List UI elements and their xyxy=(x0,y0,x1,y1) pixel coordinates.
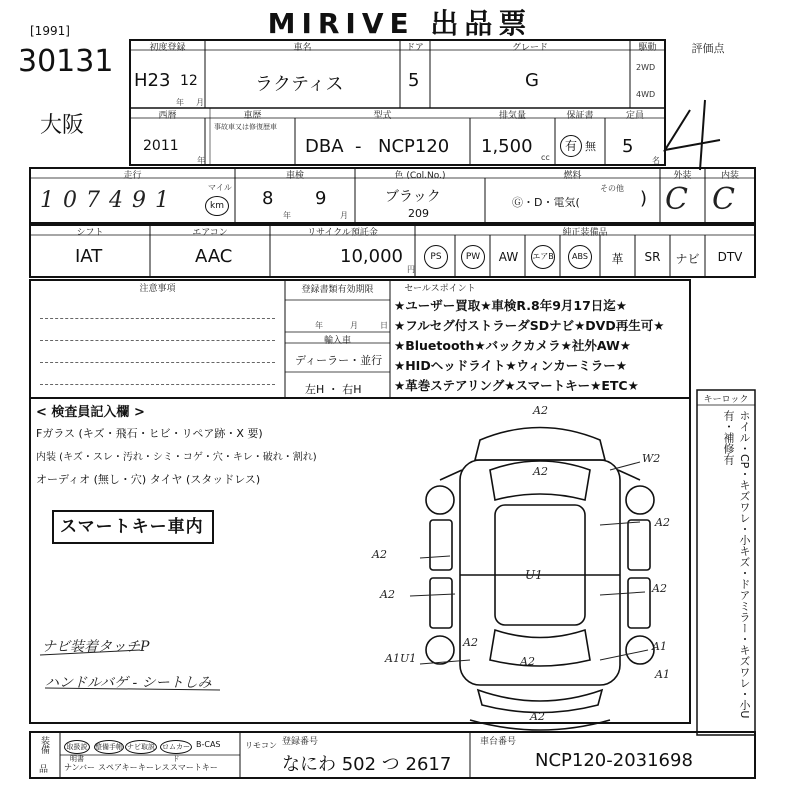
sales-point-2: ★フルセグ付ストラーダSDナビ★DVD再生可★ xyxy=(394,318,665,333)
reg-era: H23 xyxy=(134,70,171,91)
hdr-western: 西暦 xyxy=(158,111,177,121)
warranty-no: 無 xyxy=(585,140,596,153)
aircon: AAC xyxy=(195,246,233,267)
footer-item-manual: 取扱説明書 xyxy=(64,740,90,754)
damage-mark: A2 xyxy=(372,548,387,561)
drive-2wd: 2WD xyxy=(636,63,656,72)
color-no: 209 xyxy=(408,207,429,220)
sales-point-1: ★ユーザー買取★車検R.8年9月17日迄★ xyxy=(394,298,628,313)
doors: 5 xyxy=(408,70,420,91)
color: ブラック xyxy=(385,189,441,205)
reg-doc-steer: 左H ・ 右H xyxy=(305,383,362,396)
footer-item-number: ナンバー xyxy=(64,763,96,772)
equip-navi: ナビ xyxy=(675,252,700,266)
hand-note-2: ハンドルバゲ - シートしみ xyxy=(45,675,212,691)
sheet-title: MIRIVE 出品票 xyxy=(267,7,533,40)
capacity-unit: 名 xyxy=(652,156,660,165)
inspection-year: 8 xyxy=(262,188,274,209)
exterior-grade: C xyxy=(665,182,688,217)
drive-4wd: 4WD xyxy=(636,90,656,99)
reg-doc-month: 月 xyxy=(350,321,358,330)
mileage-digit: 1 xyxy=(40,188,63,213)
fuel-other: その他 xyxy=(600,184,624,193)
damage-mark: A2 xyxy=(463,636,478,649)
footer-item-keyless: キーレス xyxy=(138,763,170,772)
fuel: Ⓖ・D・電気( xyxy=(512,196,580,209)
damage-mark: A2 xyxy=(652,582,667,595)
hdr-color: 色 (Col.No.) xyxy=(394,171,446,181)
mileage-digit: 7 xyxy=(86,188,109,213)
model-sep: - xyxy=(355,136,362,157)
interior-grade: C xyxy=(712,182,735,217)
damage-mark: A2 xyxy=(380,588,395,601)
plate-number: なにわ 502 つ 2617 xyxy=(282,754,452,775)
smart-key-stamp: スマートキー車内 xyxy=(52,510,214,544)
mileage-digit: 1 xyxy=(155,188,178,213)
recycle: 10,000 xyxy=(340,246,403,267)
model-code: NCP120 xyxy=(378,136,450,157)
western-year: 2011 xyxy=(143,138,179,154)
footer-item-remote: リモコン xyxy=(245,741,277,750)
hdr-mileage: 走行 xyxy=(123,171,142,181)
equip-dtv: DTV xyxy=(717,250,743,264)
grade: G xyxy=(525,70,539,91)
cc-unit: cc xyxy=(541,153,550,162)
hdr-model: 型式 xyxy=(373,111,392,121)
hdr-exterior: 外装 xyxy=(673,171,692,181)
hdr-aircon: エアコン xyxy=(192,228,228,238)
hand-note-1: ナビ装着タッチP xyxy=(42,639,150,655)
hdr-drive: 駆動 xyxy=(638,43,657,53)
car-name: ラクティス xyxy=(255,74,344,95)
caution-line xyxy=(40,362,275,363)
capacity: 5 xyxy=(622,136,634,157)
reg-month-unit: 月 xyxy=(196,98,204,107)
reg-year-unit: 年 xyxy=(176,98,184,107)
inspector-glass: Fガラス (キズ・飛石・ヒビ・リペア跡・X 要) xyxy=(36,427,263,440)
damage-mark: U1 xyxy=(525,568,543,582)
western-year-unit: 年 xyxy=(197,156,205,165)
hdr-chassis: 車台番号 xyxy=(480,737,517,747)
hdr-body: 車歴 xyxy=(243,111,262,121)
body-note: 事故車又は修復歴車 xyxy=(214,123,277,131)
reg-doc-year: 年 xyxy=(315,321,323,330)
footer-item-rom: ロムカード xyxy=(160,740,192,754)
reg-doc-dealer: ディーラー・並行 xyxy=(295,354,383,367)
equip-ps: PS xyxy=(424,245,448,269)
inspection-month: 9 xyxy=(315,188,327,209)
hdr-equipment: 純正装備品 xyxy=(562,228,608,238)
inspector-audio: オーディオ (無し・穴) タイヤ (スタッドレス) xyxy=(36,473,261,486)
damage-mark: A2 xyxy=(655,516,670,529)
model-prefix: DBA xyxy=(305,136,344,157)
key-lock-notes: ホイル・CP・キズワレ・小キズ・ドアミラー・キズワレ・小U有・補修有 xyxy=(722,410,751,719)
hdr-caution: 注意事項 xyxy=(139,284,176,294)
footer-item-navi-manual: ナビ取説 xyxy=(125,740,157,754)
caution-line xyxy=(40,340,275,341)
mileage-digit: 0 xyxy=(63,188,86,213)
damage-mark: A2 xyxy=(530,710,545,723)
hdr-displacement: 排気量 xyxy=(498,111,526,121)
mileage-digit: 9 xyxy=(132,188,155,213)
hdr-key-lock: キーロック xyxy=(703,395,749,405)
sales-point-3: ★Bluetooth★バックカメラ★社外AW★ xyxy=(394,338,631,353)
damage-mark: A2 xyxy=(533,465,548,478)
mileage-digit: 4 xyxy=(109,188,132,213)
score-value xyxy=(712,95,713,96)
mileage-digits xyxy=(40,188,178,213)
equip-leather: 革 xyxy=(611,252,624,266)
hdr-grade: グレード xyxy=(511,43,548,53)
footer-side-top: 装備 xyxy=(39,736,49,754)
equip-airbag: エアB xyxy=(531,245,555,269)
hdr-first-reg: 初度登録 xyxy=(149,43,186,53)
lot-year: [1991] xyxy=(30,24,70,38)
footer-item-smart-key: スマートキー xyxy=(170,763,218,772)
damage-mark: A2 xyxy=(520,655,535,668)
warranty-yes: 有 xyxy=(560,135,582,157)
damage-mark: A1 xyxy=(655,668,670,681)
hdr-capacity: 定員 xyxy=(625,111,644,121)
hdr-recycle: リサイクル預託金 xyxy=(307,228,378,238)
hdr-score: 評価点 xyxy=(691,42,725,55)
damage-mark: A1 xyxy=(652,640,667,653)
equip-aw: AW xyxy=(498,250,519,264)
damage-mark: W2 xyxy=(642,452,661,465)
chassis-number: NCP120-2031698 xyxy=(535,750,693,771)
hdr-warranty: 保証書 xyxy=(566,111,594,121)
hdr-doors: ドア xyxy=(406,43,424,53)
footer-item-service: 整備手帳 xyxy=(94,740,124,754)
hdr-inspector: < 検査員記入欄 > xyxy=(36,405,145,420)
hdr-shift: シフト xyxy=(76,228,104,238)
damage-mark: A1U1 xyxy=(385,652,417,665)
hdr-inspection: 車検 xyxy=(285,171,304,181)
equip-abs: ABS xyxy=(568,245,592,269)
equip-sr: SR xyxy=(644,250,661,264)
hdr-fuel: 燃料 xyxy=(563,171,582,181)
venue: 大阪 xyxy=(40,113,85,138)
hdr-sales-point: セールスポイント xyxy=(404,284,476,294)
hdr-plate: 登録番号 xyxy=(282,737,319,747)
hdr-reg-doc: 登録書類有効期限 xyxy=(301,285,374,295)
footer-item-bcas: B-CAS xyxy=(196,740,221,749)
equip-pw: PW xyxy=(461,245,485,269)
damage-mark: A2 xyxy=(533,404,548,417)
caution-line xyxy=(40,318,275,319)
footer-side-bottom: 品 xyxy=(39,765,49,775)
lot-number: 30131 xyxy=(18,44,114,79)
damage-mark xyxy=(0,0,1,1)
yen-unit: 円 xyxy=(407,265,415,274)
inspection-year-unit: 年 xyxy=(283,211,291,220)
hdr-import: 輸入車 xyxy=(323,336,351,346)
sales-point-4: ★HIDヘッドライト★ウィンカーミラー★ xyxy=(394,358,627,373)
caution-line xyxy=(40,384,275,385)
mile-label: マイル xyxy=(208,183,232,192)
reg-month: 12 xyxy=(180,73,198,89)
inspector-interior: 内装 (キズ・スレ・汚れ・シミ・コゲ・穴・キレ・破れ・割れ) xyxy=(36,452,317,463)
footer-item-spare-key: スペアキー xyxy=(98,763,138,772)
reg-doc-day: 日 xyxy=(380,321,388,330)
hdr-interior: 内装 xyxy=(720,171,739,181)
hdr-car-name: 車名 xyxy=(293,43,312,53)
km-label: km xyxy=(205,196,229,216)
fuel-close: ) xyxy=(640,188,648,209)
displacement: 1,500 xyxy=(481,136,533,157)
shift: IAT xyxy=(75,246,103,267)
sales-point-5: ★革巻ステアリング★スマートキー★ETC★ xyxy=(394,378,639,393)
inspection-month-unit: 月 xyxy=(340,211,348,220)
